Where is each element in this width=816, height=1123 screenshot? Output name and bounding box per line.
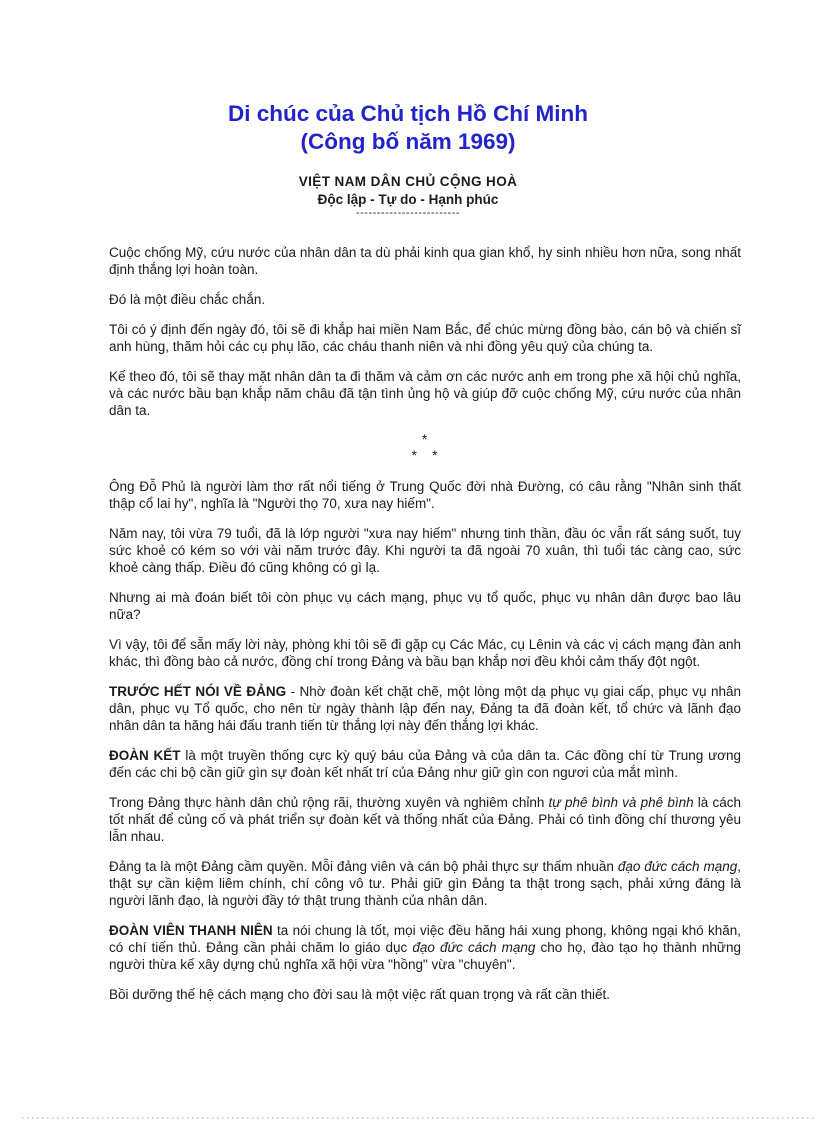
- paragraph-text: Đảng ta là một Đảng cầm quyền. Mỗi đảng viên và cán bộ phải thực sự thấm nhuần: [109, 859, 618, 874]
- paragraph: [109, 368, 741, 419]
- dashed-divider: -------------------------: [355, 207, 461, 219]
- paragraph-text: cho họ, đào tạo họ thành những người thừa kế xây dựng chủ nghĩa xã hội vừa "hồng" vừa "chuyên".: [109, 940, 741, 972]
- paragraph: [109, 986, 741, 1003]
- paragraph-italic-phrase: tự phê bình và phê bình: [548, 795, 694, 810]
- paragraph-italic-phrase: đạo đức cách mạng: [412, 940, 536, 955]
- paragraph: [109, 321, 741, 355]
- paragraph-text: là một truyền thống cực kỳ quý báu của Đảng và của dân ta. Các đồng chí từ Trung ương đến các chi bộ cần giữ gìn sự đoàn kết nhất trí của Đảng như giữ gìn con ngươi của mắt mình.: [109, 748, 741, 780]
- paragraph-text: Cuộc chống Mỹ, cứu nước của nhân dân ta dù phải kinh qua gian khổ, hy sinh nhiều hơn nữa, song nhất định thắng lợi hoàn toàn.: [109, 245, 741, 277]
- document-title: [0, 0, 816, 156]
- paragraph-text: Vì vậy, tôi để sẵn mấy lời này, phòng khi tôi sẽ đi gặp cụ Các Mác, cụ Lênin và các vị cách mạng đàn anh khác, thì đồng bào cả nước, đồng chí trong Đảng và bầu bạn khắp nơi đều khỏi cảm thấy đột ngột.: [109, 637, 741, 669]
- paragraph: [109, 922, 741, 973]
- paragraph: [109, 244, 741, 278]
- paragraph: [109, 525, 741, 576]
- paragraph-text: là cách tốt nhất để củng cố và phát triển sự đoàn kết và thống nhất của Đảng. Phải có tình đồng chí thương yêu lẫn nhau.: [109, 795, 741, 844]
- paragraph-lead-bold: ĐOÀN VIÊN THANH NIÊN: [109, 923, 273, 938]
- paragraph-text: Bồi dưỡng thế hệ cách mạng cho đời sau là một việc rất quan trọng và rất cần thiết.: [109, 987, 611, 1002]
- paragraph-text: - Nhờ đoàn kết chặt chẽ, một lòng một dạ phục vụ giai cấp, phục vụ nhân dân, phục vụ Tổ quốc, cho nên từ ngày thành lập đến nay, Đảng ta đã đoàn kết, tổ chức và lãnh đạo nhân dân ta hăng hái đấu tranh tiến từ thắng lợi này đến thắng lợi khác.: [109, 684, 741, 733]
- paragraph-text: Trong Đảng thực hành dân chủ rộng rãi, thường xuyên và nghiêm chỉnh: [109, 795, 549, 810]
- paragraph: [109, 747, 741, 781]
- paragraph: [109, 794, 741, 845]
- paragraph: [109, 636, 741, 670]
- star-separator: [109, 432, 741, 464]
- star-separator-line: *: [421, 432, 429, 447]
- paragraph-text: Kế theo đó, tôi sẽ thay mặt nhân dân ta đi thăm và cảm ơn các nước anh em trong phe xã hội chủ nghĩa, và các nước bầu bạn khắp năm châu đã tận tình ủng hộ và giúp đỡ cuộc chống Mỹ, cứu nước của nhân dân ta.: [109, 369, 741, 418]
- paragraph: [109, 858, 741, 909]
- title-line-2: (Công bố năm 1969): [300, 129, 516, 154]
- paragraph-text: , thật sự cần kiệm liêm chính, chí công vô tư. Phải giữ gìn Đảng ta thật trong sạch, phải xứng đáng là người lãnh đạo, là người đầy tớ thật trung thành của nhân dân.: [109, 859, 741, 908]
- paragraph: [109, 478, 741, 512]
- star-separator-line: * *: [411, 448, 439, 463]
- paragraph-lead-bold: TRƯỚC HẾT NÓI VỀ ĐẢNG: [109, 684, 287, 699]
- paragraph: [109, 589, 741, 623]
- paragraph-text: Ông Đỗ Phủ là người làm thơ rất nổi tiếng ở Trung Quốc đời nhà Đường, có câu rằng "Nhân sinh thất thập cổ lai hy", nghĩa là "Người thọ 70, xưa nay hiếm".: [109, 479, 741, 511]
- paragraph: [109, 291, 741, 308]
- title-line-1: Di chúc của Chủ tịch Hồ Chí Minh: [228, 101, 588, 126]
- paragraph-text: ta nói chung là tốt, mọi việc đều hăng hái xung phong, không ngại khó khăn, có chí tiến thủ. Đảng cần phải chăm lo giáo dục: [109, 923, 741, 955]
- paragraph: [109, 683, 741, 734]
- document-body: [109, 244, 741, 1003]
- paragraph-text: Tôi có ý định đến ngày đó, tôi sẽ đi khắp hai miền Nam Bắc, để chúc mừng đồng bào, cán bộ và chiến sĩ anh hùng, thăm hỏi các cụ phụ lão, các cháu thanh niên và nhi đồng yêu quý của chúng ta.: [109, 322, 741, 354]
- paragraph-lead-bold: ĐOÀN KẾT: [109, 748, 181, 763]
- paragraph-text: Đó là một điều chắc chắn.: [109, 292, 266, 307]
- national-motto: Độc lập - Tự do - Hạnh phúc: [317, 192, 499, 207]
- paragraph-italic-phrase: đạo đức cách mạng: [617, 859, 738, 874]
- page-break-dotted-line: [22, 1117, 816, 1119]
- paragraph-text: Năm nay, tôi vừa 79 tuổi, đã là lớp người "xưa nay hiếm" nhưng tinh thần, đầu óc vẫn rất sáng suốt, tuy sức khoẻ có kém so với vài năm trước đây. Khi người ta đã ngoài 70 xuân, thì tuổi tác càng cao, sức khoẻ càng thấp. Điều đó cũng không có gì lạ.: [109, 526, 741, 575]
- country-name: VIỆT NAM DÂN CHỦ CỘNG HOÀ: [298, 174, 518, 189]
- national-header: [0, 173, 816, 219]
- paragraph-text: Nhưng ai mà đoán biết tôi còn phục vụ cách mạng, phục vụ tổ quốc, phục vụ nhân dân được bao lâu nữa?: [109, 590, 741, 622]
